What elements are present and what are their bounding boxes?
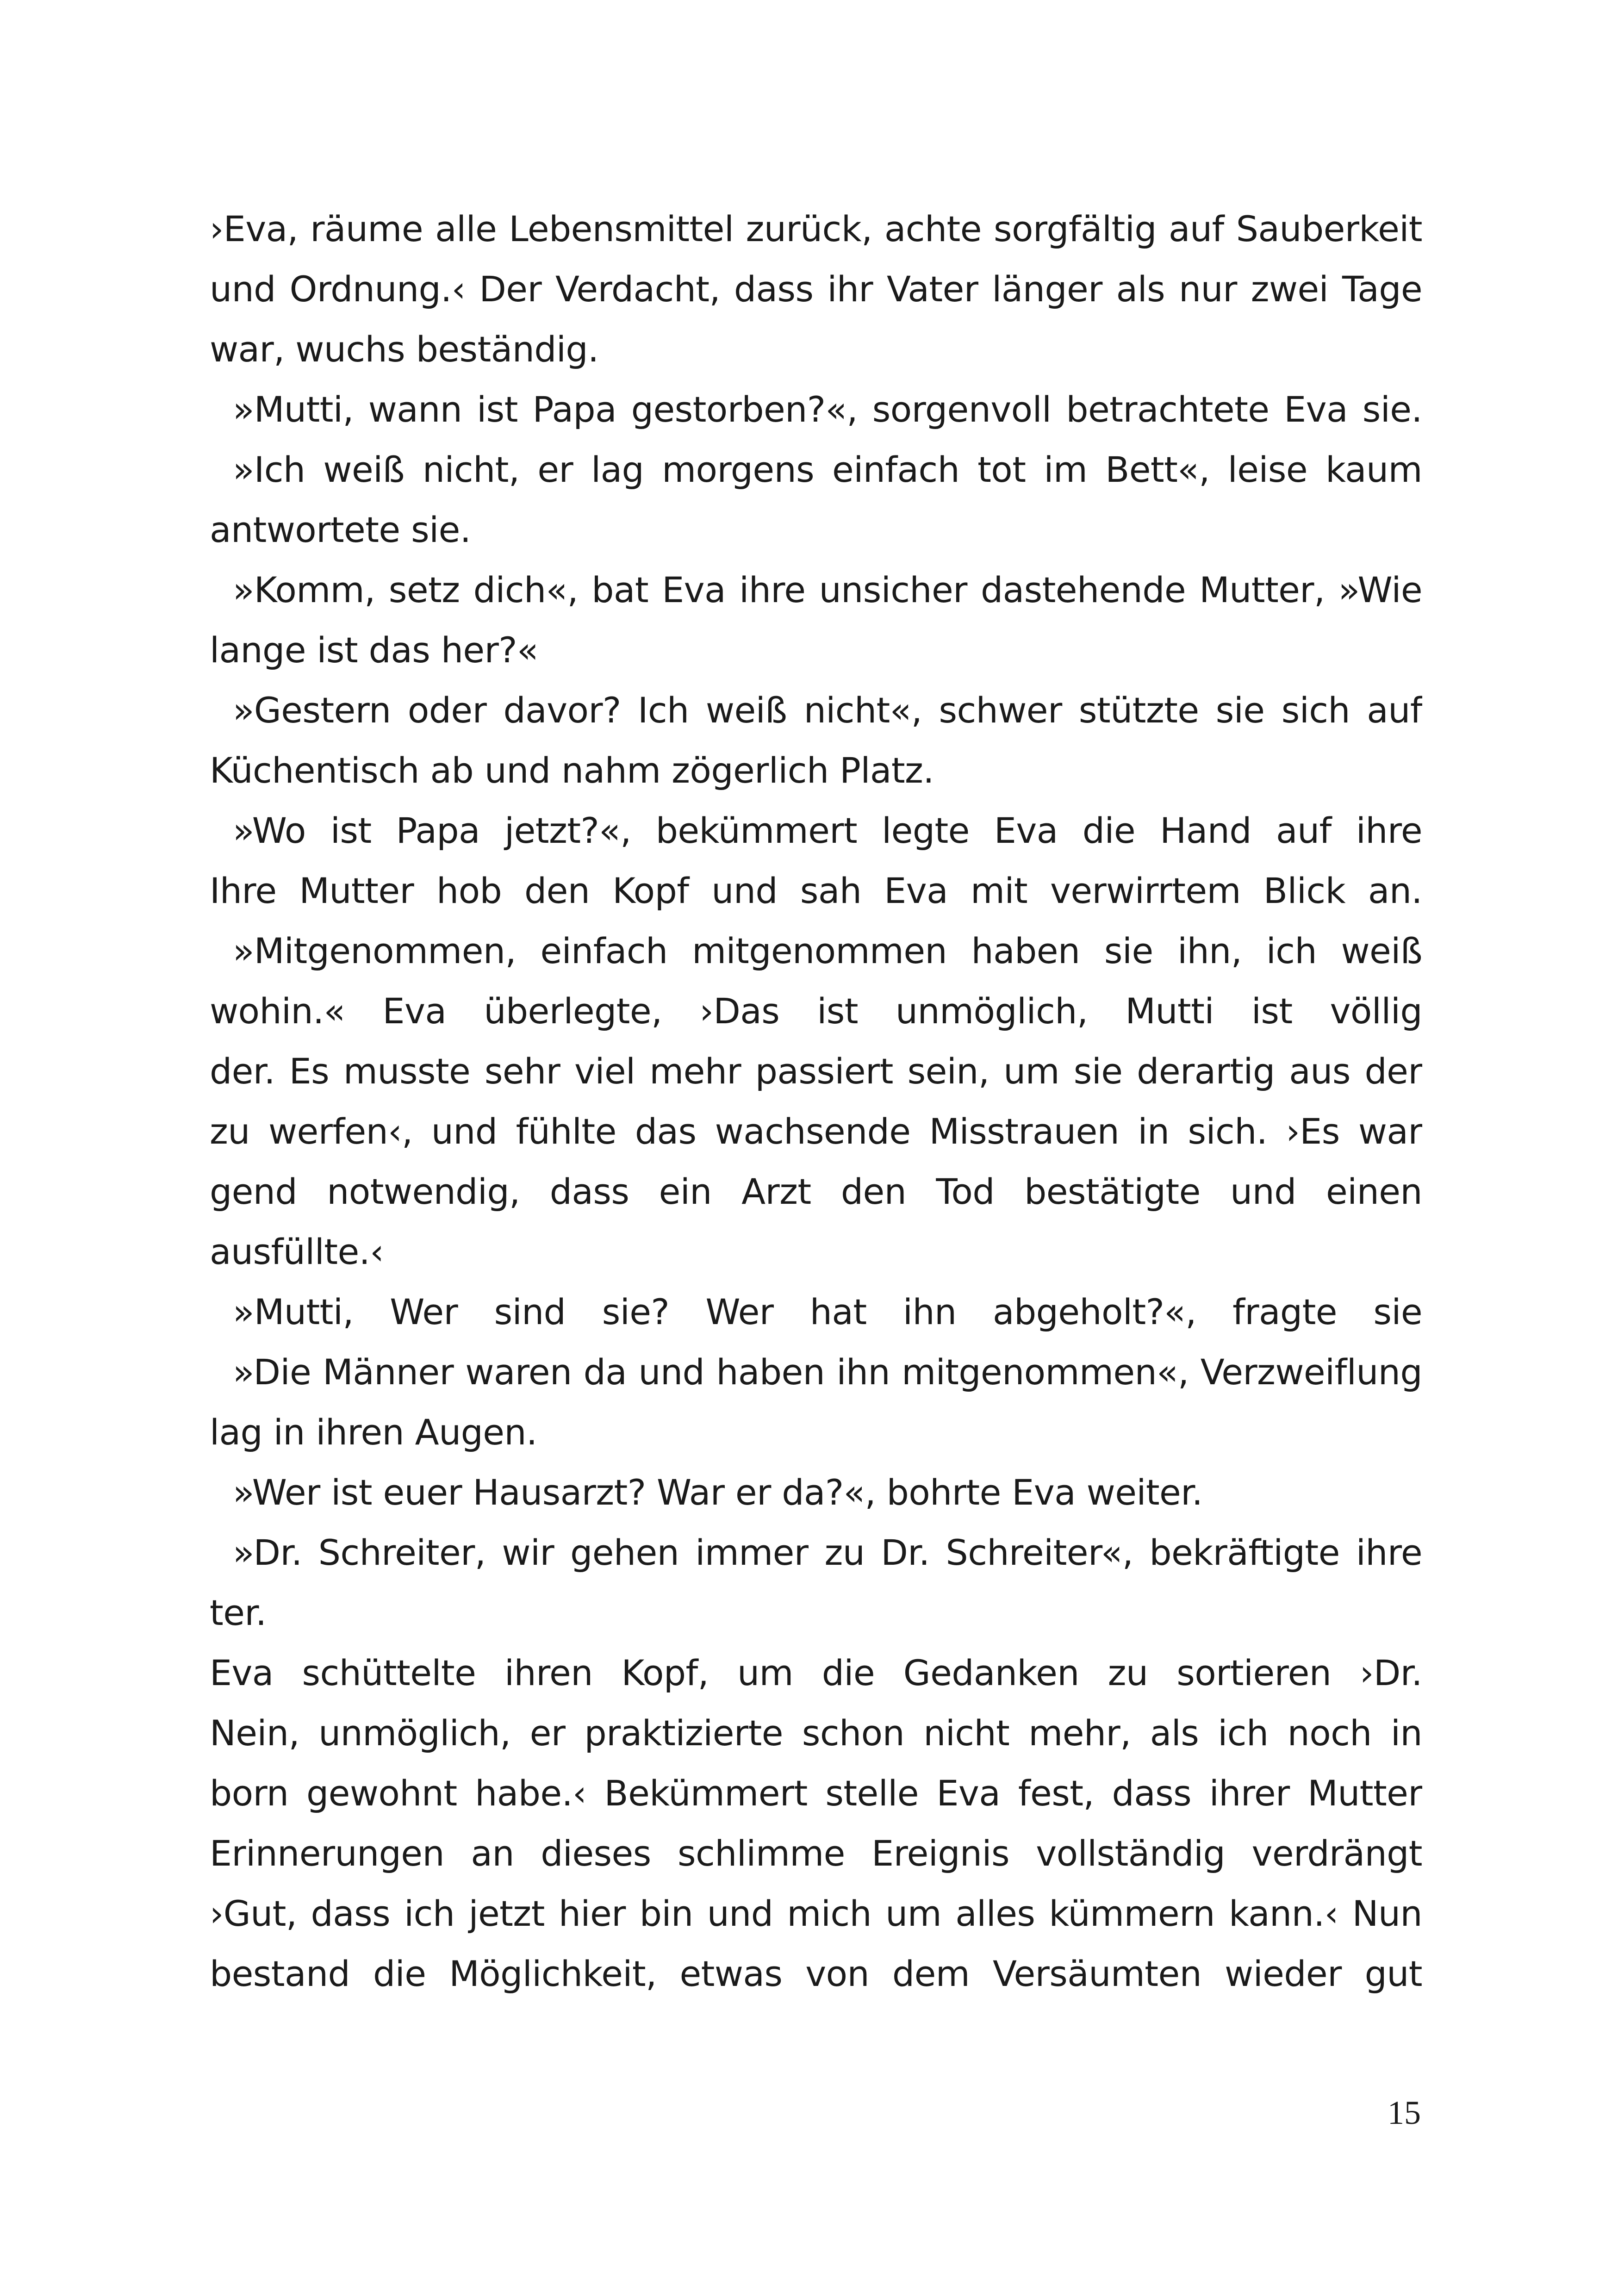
text-line: Ihre Mutter hob den Kopf und sah Eva mit verwirrtem Blick an. [210,870,1422,911]
text-line: »Mutti, Wer sind sie? Wer hat ihn abgeholt?«, fragte sie [233,1291,1422,1332]
text-line: born gewohnt habe.‹ Bekümmert stelle Eva fest, dass ihrer Mutter [210,1773,1422,1814]
text-line: gend notwendig, dass ein Arzt den Tod bestätigte und einen [210,1171,1422,1212]
text-line: lange ist das her?« [210,629,538,671]
text-line: bestand die Möglichkeit, etwas von dem Versäumten wieder gut [210,1953,1422,1994]
text-line: »Mutti, wann ist Papa gestorben?«, sorgenvoll betrachtete Eva sie. [233,389,1422,430]
text-line: ›Eva, räume alle Lebensmittel zurück, achte sorgfältig auf Sauberkeit [210,208,1422,249]
body-text [210,199,1422,2004]
text-line: »Dr. Schreiter, wir gehen immer zu Dr. Schreiter«, bekräftigte ihre [233,1532,1422,1573]
page-number: 15 [1388,2094,1421,2131]
text-line: war, wuchs beständig. [210,329,599,370]
text-line: wohin.« Eva überlegte, ›Das ist unmöglich, Mutti ist völlig [210,990,1422,1032]
text-line: »Ich weiß nicht, er lag morgens einfach tot im Bett«, leise kaum [233,449,1422,490]
text-line: lag in ihren Augen. [210,1412,537,1453]
text-line: ter. [210,1592,267,1633]
text-line: »Mitgenommen, einfach mitgenommen haben sie ihn, ich weiß [233,930,1422,971]
text-line: »Komm, setz dich«, bat Eva ihre unsicher dastehende Mutter, »Wie [233,569,1422,610]
text-line: zu werfen‹, und fühlte das wachsende Misstrauen in sich. ›Es war [210,1111,1422,1152]
text-line: ›Gut, dass ich jetzt hier bin und mich um alles kümmern kann.‹ Nun [210,1893,1422,1934]
text-line: »Wer ist euer Hausarzt? War er da?«, bohrte Eva weiter. [233,1472,1203,1513]
text-line: Küchentisch ab und nahm zögerlich Platz. [210,750,934,791]
text-line: Erinnerungen an dieses schlimme Ereignis vollständig verdrängt [210,1833,1422,1874]
text-line: Nein, unmöglich, er praktizierte schon nicht mehr, als ich noch in [210,1712,1422,1754]
text-line: »Die Männer waren da und haben ihn mitgenommen«, Verzweiflung [233,1351,1422,1393]
text-line: antwortete sie. [210,509,471,550]
text-line: der. Es musste sehr viel mehr passiert sein, um sie derartig aus der [210,1051,1422,1092]
text-line: ausfüllte.‹ [210,1231,384,1272]
text-line: Eva schüttelte ihren Kopf, um die Gedanken zu sortieren ›Dr. [210,1652,1422,1693]
text-line: und Ordnung.‹ Der Verdacht, dass ihr Vater länger als nur zwei Tage [210,268,1422,310]
text-line: »Gestern oder davor? Ich weiß nicht«, schwer stützte sie sich auf [233,690,1422,731]
text-line: »Wo ist Papa jetzt?«, bekümmert legte Eva die Hand auf ihre [233,810,1422,851]
